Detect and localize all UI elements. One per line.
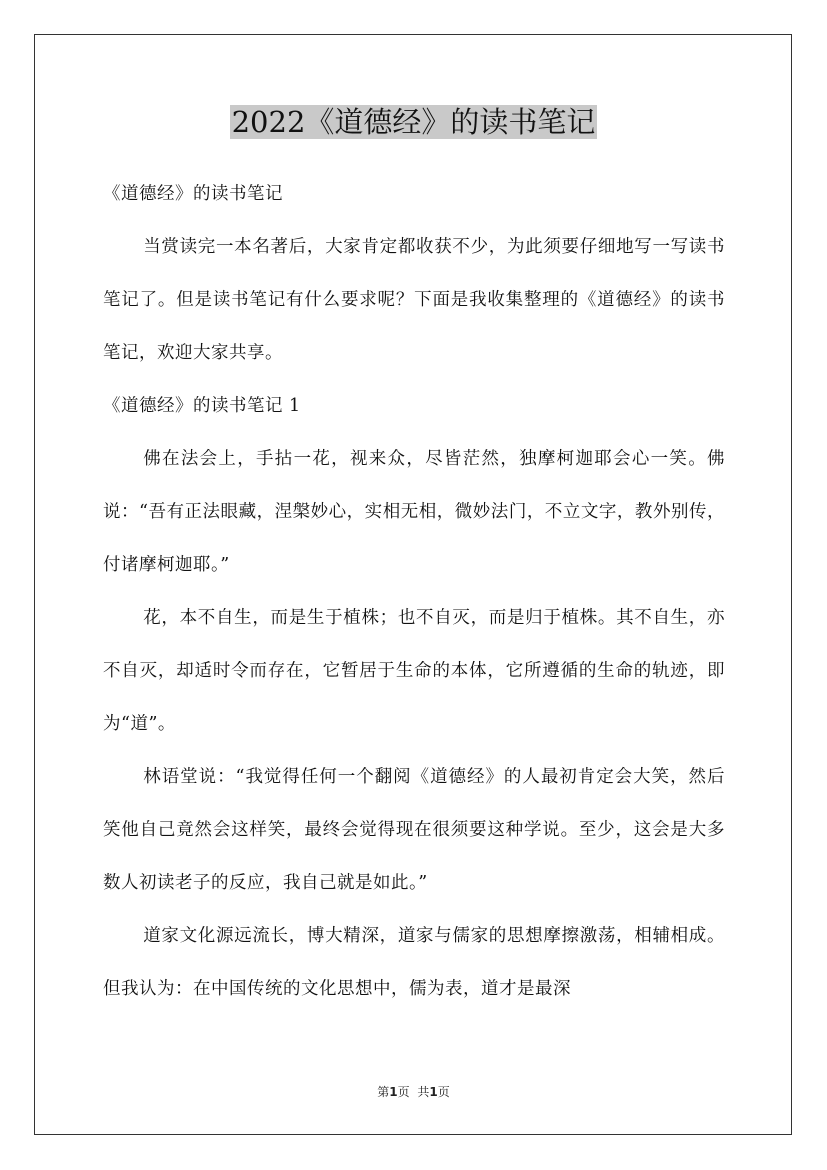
- paragraph-body: 佛在法会上，手拈一花，视来众，尽皆茫然，独摩柯迦耶会心一笑。佛说：“吾有正法眼藏，涅槃妙心，实相无相，微妙法门，不立文字，教外别传，付诸摩柯迦耶。”: [103, 449, 725, 575]
- paragraph-body: 道家文化源远流长，博大精深，道家与儒家的思想摩擦激荡，相辅相成。但我认为：在中国传统的文化思想中，儒为表，道才是最深: [103, 926, 725, 999]
- paragraph-intro: 当赏读完一本名著后，大家肯定都收获不少，为此须要仔细地写一写读书笔记了。但是读书笔记有什么要求呢？下面是我收集整理的《道德经》的读书笔记，欢迎大家共享。: [103, 237, 725, 363]
- paragraph-body: 林语堂说：“我觉得任何一个翻阅《道德经》的人最初肯定会大笑，然后笑他自己竟然会这样笑，最终会觉得现在很须要这种学说。至少，这会是大多数人初读老子的反应，我自己就是如此。”: [103, 767, 725, 893]
- paragraph-body: 花，本不自生，而是生于植株；也不自灭，而是归于植株。其不自生，亦不自灭，却适时令而存在，它暂居于生命的本体，它所遵循的生命的轨迹，即为“道”。: [103, 608, 725, 734]
- total-pages: 1: [429, 1085, 438, 1099]
- page-suffix: 页: [397, 1085, 410, 1099]
- page-prefix: 第: [377, 1085, 390, 1099]
- paragraph-subtitle: 《道德经》的读书笔记: [103, 184, 283, 204]
- document-title-text: 2022《道德经》的读书笔记: [231, 105, 596, 139]
- total-prefix: 共: [417, 1085, 430, 1099]
- total-suffix: 页: [437, 1085, 450, 1099]
- paragraph-section-heading: 《道德经》的读书笔记 1: [103, 396, 301, 416]
- page-number: 1: [389, 1085, 398, 1099]
- document-title: [0, 102, 827, 142]
- document-body: [103, 168, 725, 1016]
- page-footer: [0, 1082, 827, 1102]
